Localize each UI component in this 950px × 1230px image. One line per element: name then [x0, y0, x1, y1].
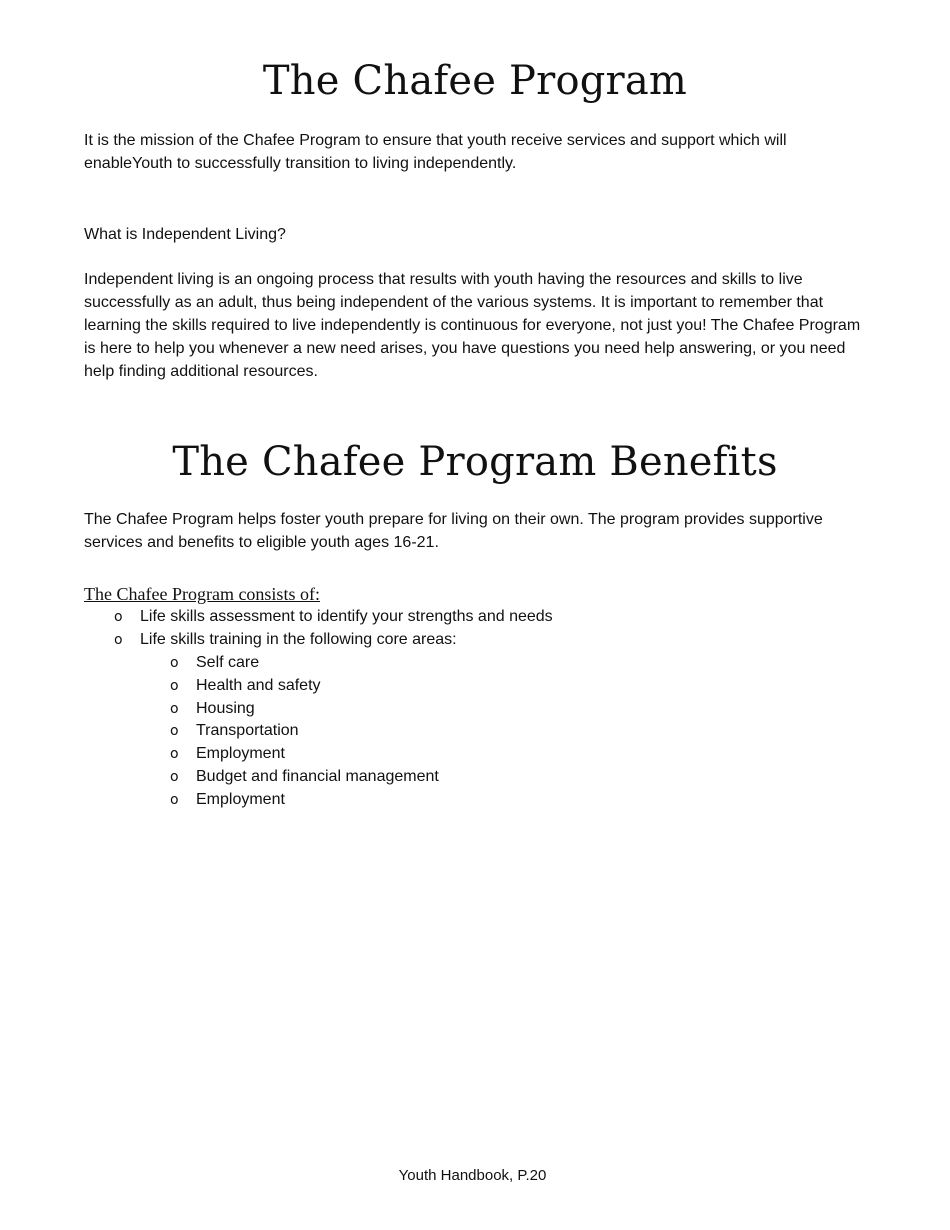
- benefits-title: The Chafee Program Benefits: [172, 439, 778, 485]
- core-area-text: Employment: [196, 790, 285, 808]
- list-item-text: Life skills training in the following core areas:: [140, 630, 457, 648]
- core-area-item: [170, 766, 439, 789]
- core-area-text: Transportation: [196, 722, 299, 740]
- core-area-item: [170, 675, 439, 698]
- core-area-item: [170, 743, 439, 766]
- core-area-text: Budget and financial management: [196, 767, 439, 785]
- consists-of-label: The Chafee Program consists of:: [84, 584, 320, 604]
- core-area-item: [170, 698, 439, 721]
- core-area-item: [170, 720, 439, 743]
- core-area-text: Self care: [196, 654, 260, 671]
- core-areas-list: [170, 652, 439, 812]
- core-area-text: Employment: [196, 745, 285, 763]
- program-list: [114, 606, 553, 652]
- list-item-text: Life skills assessment to identify your strengths and needs: [140, 608, 553, 625]
- bullet-icon: o: [114, 609, 123, 625]
- independent-living-question: What is Independent Living?: [84, 226, 286, 243]
- bullet-icon: o: [170, 700, 179, 717]
- list-item: [114, 629, 553, 652]
- page-title: The Chafee Program: [262, 58, 688, 104]
- list-item: [114, 606, 553, 629]
- bullet-icon: o: [170, 723, 179, 740]
- bullet-icon: o: [170, 655, 179, 671]
- bullet-icon: o: [114, 631, 123, 648]
- independent-living-paragraph: Independent living is an ongoing process that results with youth having the resources and skills to live successfully as an adult, thus being independent of the various systems. It is important to remember that learning the skills required to live independently is continuous for everyone, not just you! The Chafee Program is here to help you whenever a new need arises, you have questions you need help answering, or you need help finding additional resources.: [84, 271, 861, 380]
- bullet-icon: o: [170, 768, 179, 785]
- bullet-icon: o: [170, 791, 179, 808]
- core-area-text: Health and safety: [196, 676, 321, 694]
- benefits-paragraph: The Chafee Program helps foster youth prepare for living on their own. The program provides supportive services and benefits to eligible youth ages 16-21.: [84, 511, 823, 551]
- bullet-icon: o: [170, 746, 179, 763]
- mission-paragraph: It is the mission of the Chafee Program to ensure that youth receive services and support which will enableYouth to successfully transition to living independently.: [84, 132, 787, 172]
- page-footer: Youth Handbook, P.20: [398, 1167, 547, 1184]
- bullet-icon: o: [170, 677, 179, 694]
- core-area-item: [170, 652, 439, 675]
- core-area-text: Housing: [196, 699, 255, 717]
- core-area-item: [170, 789, 439, 812]
